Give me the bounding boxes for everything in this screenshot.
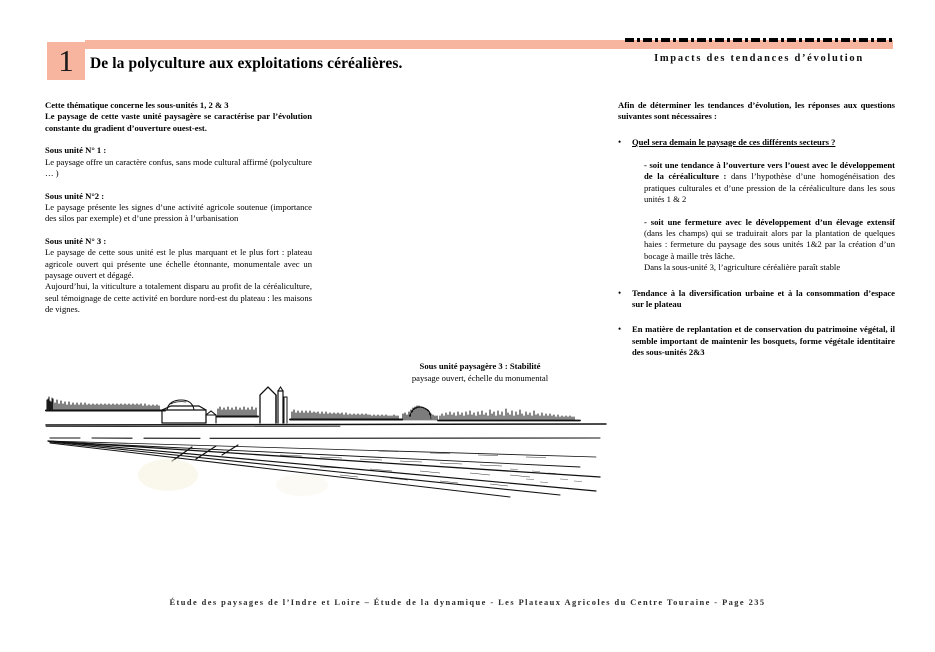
right-intro: Afin de déterminer les tendances d’évolution, les réponses aux questions suivantes sont nécessaires : bbox=[618, 100, 895, 122]
left-section-3-body: Le paysage de cette sous unité est le plus marquant et le plus fort : plateau agricole ouvert qui présente une échelle étonnante, monumentale avec un paysage ouvert et dégagé. bbox=[45, 247, 312, 281]
spacer bbox=[45, 134, 312, 145]
bullet-dot-icon: • bbox=[618, 136, 622, 147]
bullet-1-sub-1-bold: - soit une tendance à l’ouverture vers l’ouest avec le développement de la céréaliculture : bbox=[644, 159, 895, 182]
spacer bbox=[45, 225, 312, 236]
page-footer: Étude des paysages de l’Indre et Loire – Étude de la dynamique - Les Plateaux Agricoles du Centre Touraine - Page 235 bbox=[169, 598, 766, 607]
bullet-3-text: En matière de replantation et de conservation du patrimoine végétal, il semble important de maintenir les bosquets, forme végétale identitaire des sous-unités 2&3 bbox=[632, 324, 895, 358]
bullet-dot-icon: • bbox=[618, 324, 622, 335]
list-item bbox=[618, 288, 895, 311]
section-number-box bbox=[47, 42, 85, 80]
left-section-3-body2: Aujourd’hui, la viticulture a totalement disparu au profit de la céréaliculture, seul témoignage de cette activité en bordure nord-est du plateau : les maisons de vignes. bbox=[45, 281, 312, 315]
left-section-3-heading: Sous unité N° 3 : bbox=[45, 235, 107, 246]
bullet-1-sub-2-bold: - soit une fermeture avec le développement d’un élevage extensif bbox=[644, 216, 895, 227]
bullet-2-text: Tendance à la diversification urbaine et à la consommation d’espace sur le plateau bbox=[632, 287, 895, 310]
list-item bbox=[618, 137, 895, 149]
bullet-1-sub-1-normal: dans l’hypothèse d’une homogénéisation des pratiques culturales et d’une pression de la céréaliculture dans les sous unités 1 & 2 bbox=[644, 171, 895, 205]
header-right-title: Impacts des tendances d’évolution bbox=[654, 53, 864, 64]
left-column bbox=[45, 100, 312, 316]
spacer bbox=[618, 206, 895, 217]
page-header bbox=[0, 0, 935, 95]
bullet-1-sub-2-normal: (dans les champs) qui se traduirait alors par la plantation de quelques haies : fermeture du paysage des sous unités 1&2 par la création d’un bocage à maille très lâche. bbox=[644, 227, 895, 261]
right-column bbox=[618, 100, 895, 359]
spacer bbox=[618, 274, 895, 288]
page-title: De la polyculture aux exploitations céréalières. bbox=[90, 55, 403, 72]
spacer bbox=[618, 149, 895, 160]
figure-caption bbox=[330, 361, 630, 384]
left-section-2-body: Le paysage présente les signes d’une activité agricole soutenue (importance des silos par exemple) et d’une pression à l’urbanisation bbox=[45, 201, 312, 224]
list-item bbox=[618, 324, 895, 358]
bullet-1-text: Quel sera demain le paysage de ces différents secteurs ? bbox=[632, 136, 836, 147]
bullet-1-sub-3-normal: Dans la sous-unité 3, l’agriculture céréalière paraît stable bbox=[644, 262, 841, 273]
spacer bbox=[45, 180, 312, 191]
spacer bbox=[618, 123, 895, 137]
figure-caption-subtitle: paysage ouvert, échelle du monumental bbox=[411, 372, 549, 383]
bullet-1-sub-2 bbox=[644, 217, 895, 263]
figure-caption-title: Sous unité paysagère 3 : Stabilité bbox=[419, 361, 541, 371]
landscape-sketch-image bbox=[40, 383, 620, 503]
section-number: 1 bbox=[58, 43, 74, 78]
dashed-divider-icon bbox=[625, 38, 893, 42]
bullet-dot-icon: • bbox=[618, 287, 622, 298]
left-intro-line1: Cette thématique concerne les sous-unités 1, 2 & 3 bbox=[45, 100, 229, 110]
left-section-2-heading: Sous unité N°2 : bbox=[45, 190, 105, 201]
left-section-1-heading: Sous unité N° 1 : bbox=[45, 145, 107, 156]
bullet-1-sub-3 bbox=[644, 262, 895, 273]
bullet-1-sub-1 bbox=[644, 160, 895, 206]
left-intro-line2: Le paysage de cette vaste unité paysagère se caractérise par l’évolution constante du gradient d’ouverture ouest-est. bbox=[45, 111, 312, 133]
left-section-1-body: Le paysage offre un caractère confus, sans mode cultural affirmé (polyculture … ) bbox=[45, 156, 312, 179]
spacer bbox=[618, 310, 895, 324]
